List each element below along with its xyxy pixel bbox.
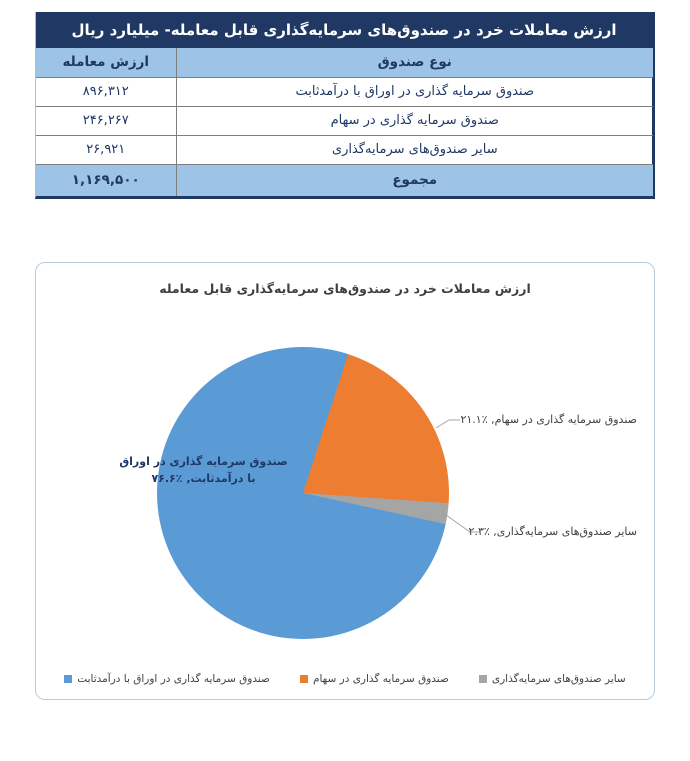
header-trade-value: ارزش معامله	[36, 48, 176, 77]
total-label-cell: مجموع	[176, 164, 653, 196]
legend-item-equity-fund	[300, 673, 449, 685]
table-row	[36, 77, 653, 106]
chart-title: ارزش معاملات خرد در صندوق‌های سرمایه‌گذاری قابل معامله	[159, 281, 531, 296]
gray-legend-marker-icon	[479, 675, 487, 683]
pie-chart	[157, 347, 449, 639]
trade-value-cell: ۲۴۶,۲۶۷	[36, 106, 176, 135]
legend-item-other-funds	[479, 673, 626, 685]
pie-chart-card	[35, 262, 655, 700]
legend-label: سایر صندوق‌های سرمایه‌گذاری	[491, 673, 626, 685]
fund-type-cell: سایر صندوق‌های سرمایه‌گذاری	[176, 135, 653, 164]
legend-label: صندوق سرمایه گذاری در سهام	[312, 673, 449, 685]
trade-value-cell: ۲۶,۹۲۱	[36, 135, 176, 164]
trade-value-cell: ۸۹۶,۳۱۲	[36, 77, 176, 106]
table-title: ارزش معاملات خرد در صندوق‌های سرمایه‌گذاری قابل معامله- میلیارد ریال	[36, 12, 652, 48]
legend-item-fixed-income-fund	[64, 673, 270, 685]
header-fund-type: نوع صندوق	[176, 48, 653, 77]
table-total-row	[36, 164, 653, 196]
total-value-cell: ۱,۱۶۹,۵۰۰	[36, 164, 176, 196]
retail-trades-table	[36, 48, 653, 196]
blue-slice-label-line1: صندوق سرمایه گذاری در اوراق	[119, 455, 288, 468]
orange-leader-line	[436, 420, 460, 428]
table-header-row	[36, 48, 653, 77]
fund-type-cell: صندوق سرمایه گذاری در سهام	[176, 106, 653, 135]
orange-legend-marker-icon	[300, 675, 308, 683]
fund-type-cell: صندوق سرمایه گذاری در اوراق با درآمدثابت	[176, 77, 653, 106]
chart-legend	[36, 673, 654, 685]
retail-trades-table-card	[35, 12, 655, 199]
blue-legend-marker-icon	[64, 675, 72, 683]
legend-label: صندوق سرمایه گذاری در اوراق با درآمدثابت	[77, 673, 270, 685]
orange-slice-callout: صندوق سرمایه گذاری در سهام, ٪۲۱.۱	[460, 413, 637, 426]
blue-slice-label-line2: با درآمدثابت, ٪۷۶.۶	[151, 472, 256, 485]
table-row	[36, 106, 653, 135]
table-row	[36, 135, 653, 164]
blue-slice-label	[91, 453, 316, 487]
gray-slice-callout: سایر صندوق‌های سرمایه‌گذاری, ٪۲.۳	[468, 525, 637, 538]
